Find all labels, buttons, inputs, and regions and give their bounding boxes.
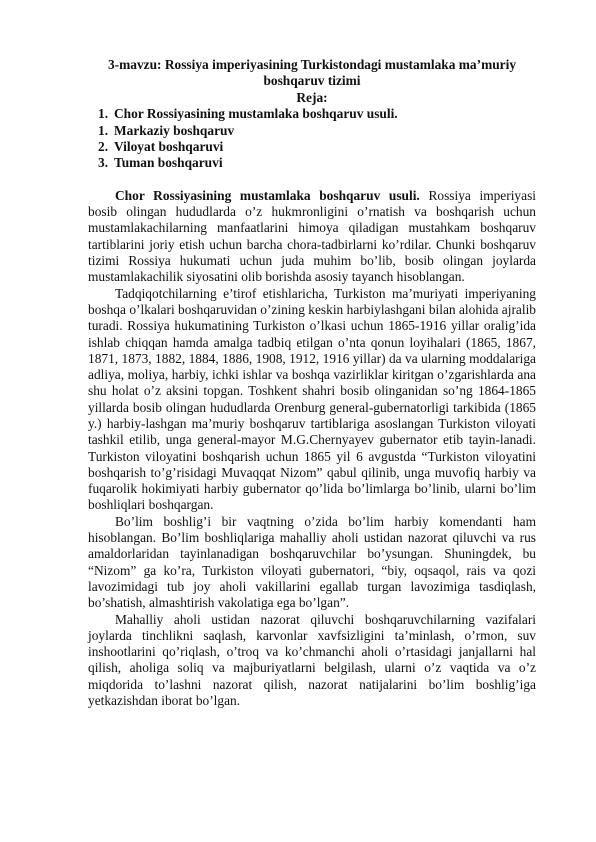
plan-item bbox=[88, 123, 536, 139]
paragraph-lead: Chor Rossiyasining mustamlaka boshqaruv usuli. bbox=[115, 187, 420, 203]
paragraph-text: Rossiya imperiyasi bosib olingan hududlarda o’z hukmronligini o’rnatish va boshqarish uchun mustamlakachilarning manfaatlarini himoya qiladigan mustahkam boshqaruv tartiblarini joriy etish uchun barcha chora-tadbirlarni ko’rdilar. Chunki boshqaruv tizimi Rossiya hukumati uchun juda muhim bo’lib, bosib olingan joylarda mustamlakachilik siyosatini olib borishda asosiy tayanch hisoblangan. bbox=[88, 187, 537, 285]
plan-item-text: Chor Rossiyasining mustamlaka boshqaruv usuli. bbox=[114, 106, 398, 122]
plan-item-number: 2. bbox=[98, 139, 109, 155]
body-paragraph-3: Bo’lim boshlig’i bir vaqtning o’zida bo’lim harbiy komendanti ham hisoblangan. Bo’lim boshliqlariga mahalliy aholi ustidan nazorat qiluvchi va rus amaldorlaridan tayinlanadigan boshqaruvchilar bo’ysungan. Shuningdek, bu “Nizom” ga ko’ra, Turkiston viloyati gubernatori, “biy, oqsaqol, rais va qozi lavozimidagi tub joy aholi vakillarini egallab turgan lavozimiga tasdiqlash, bo’shatish, almashtirish vakolatiga ega bo’lgan”. bbox=[88, 513, 536, 611]
plan-item-number: 1. bbox=[98, 106, 109, 122]
document-title: 3-mavzu: Rossiya imperiyasining Turkistondagi mustamlaka ma’muriy boshqaruv tizimi bbox=[107, 57, 517, 89]
plan-item bbox=[88, 155, 536, 171]
plan-item-number: 1. bbox=[98, 122, 109, 138]
plan-item-text: Markaziy boshqaruv bbox=[114, 122, 235, 138]
plan-item-number: 3. bbox=[98, 155, 109, 171]
plan-item-text: Viloyat boshqaruvi bbox=[114, 139, 224, 155]
plan-item bbox=[88, 139, 536, 155]
document-page bbox=[88, 57, 536, 709]
body-paragraph-2: Tadqiqotchilarning e’tirof etishlaricha, Turkiston ma’muriyati imperiyaning boshqa o’lkalari boshqaruvidan o’zining keskin harbiylashgani bilan alohida ajralib turadi. Rossiya hukumatining Turkiston o’lkasi uchun 1865-1916 yillar oralig’ida ishlab chiqqan hamda amalga tadbiq etilgan o’nta qonun loyihalari (1865, 1867, 1871, 1873, 1882, 1884, 1886, 1908, 1912, 1916 yillar) da va ularning moddalariga adliya, moliya, harbiy, ichki ishlar va boshqa vazirliklar kiritgan o’zgarishlarda ana shu holat o’z aksini topgan. Toshkent shahri bosib olinganidan so’ng 1864-1865 yillarda bosib olingan hududlarda Orenburg general-gubernatorligi tarkibida (1865 y.) harbiy-lashgan ma’muriy boshqaruv tartiblariga asoslangan Turkiston viloyati tashkil etilib, unga general-mayor M.G.Chernyayev gubernator etib tayin-lanadi. Turkiston viloyatini boshqarish uchun 1865 yil 6 avgustda “Turkiston viloyatini boshqarish to’g’risidagi Muvaqqat Nizom” qabul qilinib, unga muvofiq harbiy va fuqarolik hokimiyati harbiy gubernator qo’lida bo’limlarga bo’linib, ularni bo’lim boshliqlari boshqargan. bbox=[88, 285, 536, 513]
plan-item-text: Tuman boshqaruvi bbox=[114, 155, 223, 171]
body-paragraph-1 bbox=[88, 188, 536, 286]
plan-heading: Reja: bbox=[296, 89, 328, 105]
body-paragraph-4: Mahalliy aholi ustidan nazorat qiluvchi boshqaruvchilarning vazifalari joylarda tinchlikni saqlash, karvonlar xavfsizligini ta’minlash, o’rmon, suv inshootlarini qo’riqlash, o’troq va ko’chmanchi aholi o’rtasidagi janjallarni hal qilish, aholiga soliq va majburiyatlarni belgilash, ularni o’z vaqtida va o’z miqdorida to’lashni nazorat qilish, nazorat natijalarini bo’lim boshlig’iga yetkazishdan iborat bo’lgan. bbox=[88, 611, 536, 709]
plan-item bbox=[88, 106, 536, 122]
plan-list bbox=[88, 106, 536, 172]
